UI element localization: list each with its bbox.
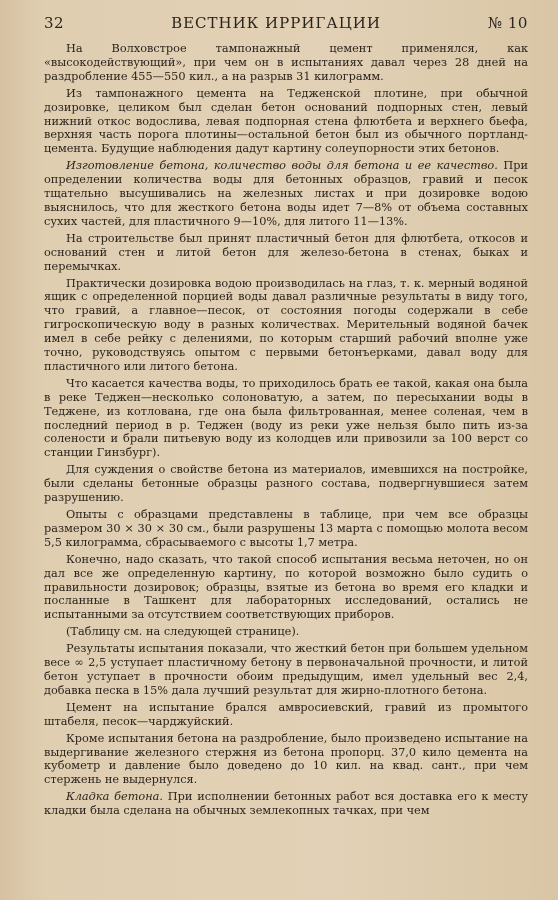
paragraph: Кладка бетона. При исполнении бетонных работ вся доставка его к месту кладки была сделана на обычных землекопных тачках, при чем bbox=[44, 790, 528, 818]
page-number: 32 bbox=[44, 14, 65, 32]
section-heading: Изготовление бетона, количество воды для бетона и ее качество. bbox=[66, 159, 498, 173]
paragraph: Из тампонажного цемента на Тедженской плотине, при обычной дозировке, целиком был сделан бетон оснований подпорных стен, левый нижний откос водослива, левая подпорная стена флютбета и верхнего бьефа, верхняя часть порога плотины—остальной бетон был из обычного портланд-цемента. Будущие наблюдения дадут картину солеупорности этих бетонов. bbox=[44, 86, 528, 156]
paragraph: Для суждения о свойстве бетона из материалов, имевшихся на постройке, были сделаны бетонные образцы разного состава, подвергнувшиеся затем разрушению. bbox=[44, 463, 528, 505]
page-header bbox=[44, 14, 528, 32]
journal-title: ВЕСТНИК ИРРИГАЦИИ bbox=[171, 14, 381, 32]
paragraph: Результаты испытания показали, что жесткий бетон при большем удельном весе ∞ 2,5 уступает пластичному бетону в первоначальной прочности, и литой бетон уступает в прочности обоим предыдущим, имел удельный вес 2,4, добавка песка в 15% дала лучший результат для жирно-плотного бетона. bbox=[44, 642, 528, 697]
issue-number: № 10 bbox=[487, 14, 528, 32]
paragraph: Кроме испытания бетона на раздробление, было произведено испытание на выдергивание железного стержня из бетона пропорц. 37,0 кило цемента на кубометр и давление было доведено до 10 кил. на квад. сант., при чем стержень не выдернулся. bbox=[44, 731, 528, 787]
paragraph: Что касается качества воды, то приходилось брать ее такой, какая она была в реке Теджен—несколько солоноватую, а затем, по пересыхании воды в Теджене, из котлована, где она была фильтрованная, менее соленая, чем в последний период в р. Теджен (воду из реки уже нельзя было пить из-за солености и брали питьевую воду из колодцев или привозили за 100 верст со станции Гинзбург). bbox=[44, 376, 528, 460]
paragraph: (Таблицу см. на следующей странице). bbox=[66, 625, 300, 639]
paragraph: Практически дозировка водою производилась на глаз, т. к. мерный водяной ящик с определенной порцией воды давал различные результаты в виду того, что гравий, а главное—песок, от состояния погоды содержали в себе гигроскопическую воду в разных количествах. Мерительный водяной бачек имел в себе рейку с делениями, по которым старший рабочий вполне уже точно, руководствуясь опытом с первыми бетонъерками, давал воду для пластичного или литого бетона. bbox=[44, 276, 528, 373]
paragraph: Конечно, надо сказать, что такой способ испытания весьма неточен, но он дал все же определенную картину, по которой возможно было судить о правильности дозировок; образцы, взятые из бетона во время его кладки и посланные в Ташкент для лабораторных исследований, остались не испытанными за отсутствием соответствующих приборов. bbox=[44, 552, 528, 622]
paragraph: Изготовление бетона, количество воды для бетона и ее качество. При определении количества воды для бетонных образцов, гравий и песок тщательно высушивались на железных листах и при дозировке водою выяснилось, что для жесткого бетона воды идет 7—8% от объема составных сухих частей, для пластичного 9—10%, для литого 11—13%. bbox=[44, 159, 528, 228]
paragraph: Опыты с образцами представлены в таблице, при чем все образцы размером 30 × 30 × 30 см., были разрушены 13 марта с помощью молота весом 5,5 килограмма, сбрасываемого с высоты 1,7 метра. bbox=[44, 508, 528, 549]
article-body bbox=[44, 42, 528, 818]
paragraph: На Волховстрое тампонажный цемент применялся, как «высокодействующий», при чем он в испытаниях давал через 28 дней на раздробление 455—550 кил., а на разрыв 31 килограмм. bbox=[44, 42, 528, 83]
paragraph: На строительстве был принят пластичный бетон для флютбета, откосов и оснований стен и литой бетон для железо-бетона в стенах, быках и перемычках. bbox=[44, 231, 528, 273]
section-heading: Кладка бетона. bbox=[66, 790, 163, 804]
paragraph: Цемент на испытание брался амвросиевский, гравий из промытого штабеля, песок—чарджуйский. bbox=[44, 700, 528, 728]
